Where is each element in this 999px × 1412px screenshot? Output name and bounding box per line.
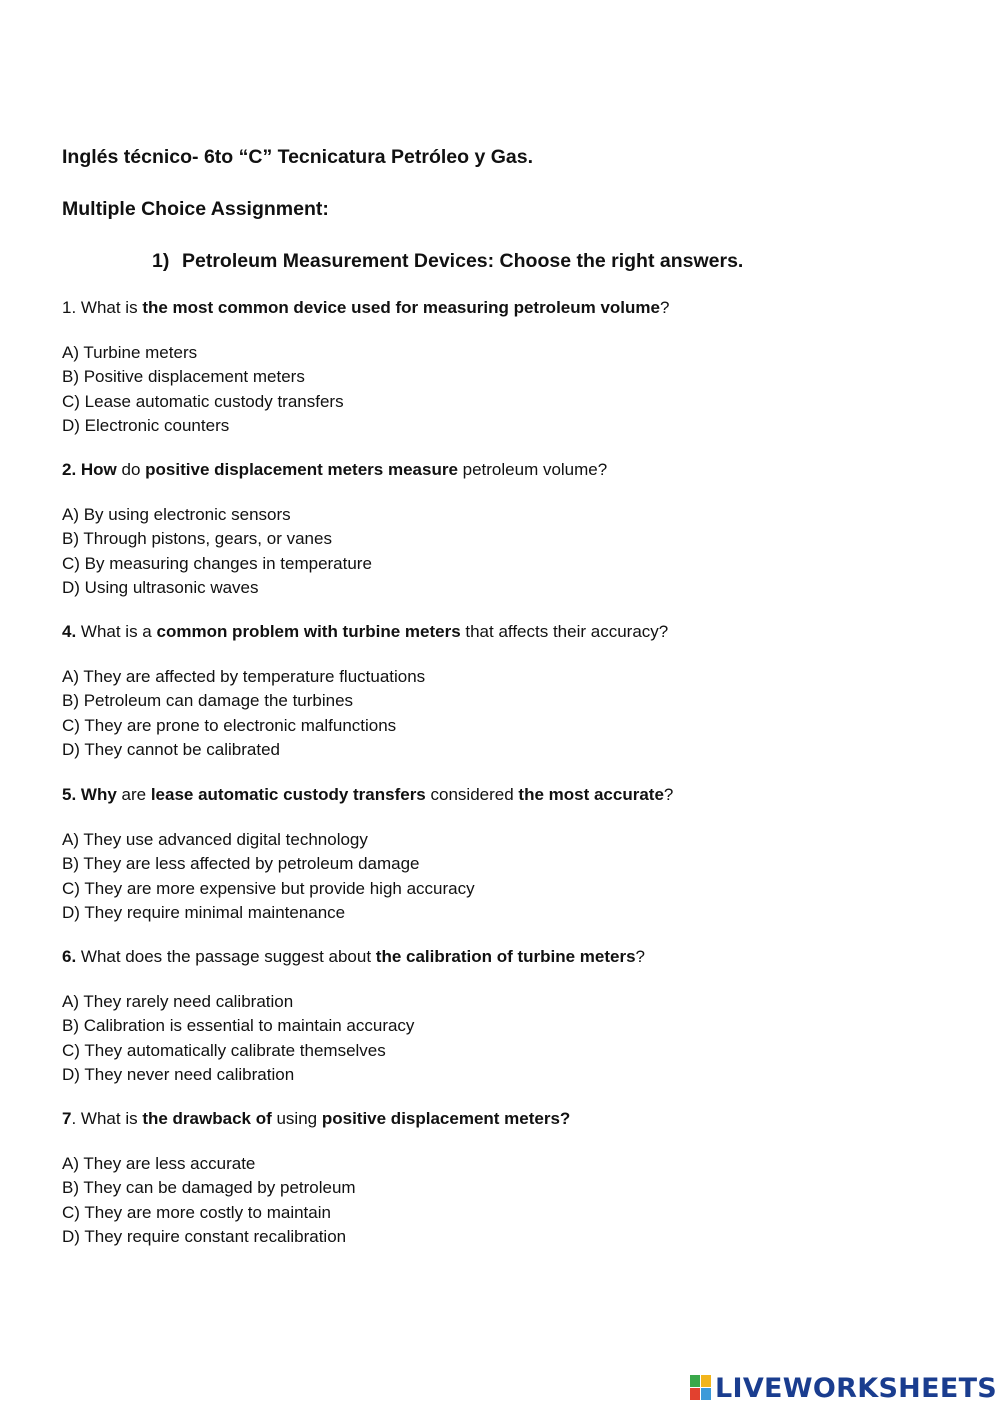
question-text-part: ? [659, 298, 670, 317]
answer-option[interactable]: C) They automatically calibrate themselves [62, 1040, 386, 1060]
answer-option[interactable]: B) They are less affected by petroleum damage [62, 854, 420, 874]
question-text-part: the most accurate [518, 785, 664, 804]
question-text-part: ? [635, 947, 646, 966]
question-text-part: What is a [76, 622, 157, 641]
question-text-part: that affects their accuracy? [460, 622, 669, 641]
answer-option[interactable]: D) They cannot be calibrated [62, 740, 280, 760]
question-1 [62, 298, 669, 318]
question-5 [62, 947, 645, 967]
section-title: Petroleum Measurement Devices: Choose the right answers. [182, 250, 744, 272]
options-list-4 [62, 828, 475, 926]
section-heading [152, 250, 743, 273]
answer-option[interactable]: B) Calibration is essential to maintain accuracy [62, 1016, 415, 1036]
question-text-part: positive displacement meters measure [145, 460, 458, 479]
question-2 [62, 460, 607, 480]
answer-option[interactable]: B) Petroleum can damage the turbines [62, 691, 354, 711]
question-text-part: do [116, 460, 146, 479]
answer-option[interactable]: B) Through pistons, gears, or vanes [62, 529, 332, 549]
answer-option[interactable]: D) They require minimal maintenance [62, 903, 346, 923]
answer-option[interactable]: A) They are less accurate [62, 1154, 256, 1173]
question-6 [62, 1109, 570, 1129]
question-text-part: . What is [71, 1109, 143, 1128]
question-text-part: using [271, 1109, 322, 1128]
options-list-1 [62, 341, 344, 439]
question-text-part: 7 [62, 1109, 72, 1128]
question-text-part: the most common device used for measuring petroleum volume [142, 298, 660, 317]
options-list-3 [62, 665, 425, 763]
question-4 [62, 785, 673, 805]
question-text-part: 6. [62, 947, 77, 966]
answer-option[interactable]: D) They never need calibration [62, 1065, 295, 1085]
question-text-part: the drawback of [142, 1109, 272, 1128]
assignment-subtitle: Multiple Choice Assignment: [62, 198, 329, 220]
section-number: 1) [152, 250, 170, 272]
answer-option[interactable]: A) They rarely need calibration [62, 992, 294, 1011]
question-text-part: ? [663, 785, 674, 804]
answer-option[interactable]: C) By measuring changes in temperature [62, 553, 372, 573]
question-text-part: positive displacement meters? [321, 1109, 571, 1128]
answer-option[interactable]: B) Positive displacement meters [62, 367, 305, 387]
answer-option[interactable]: A) Turbine meters [62, 343, 198, 362]
question-text-part: are [116, 785, 151, 804]
options-list-2 [62, 503, 372, 601]
liveworksheets-wordmark: LIVEWORKSHEETS [715, 1372, 998, 1404]
question-text-part: 5. Why [62, 785, 117, 804]
question-text-part: petroleum volume? [457, 460, 608, 479]
question-3 [62, 622, 668, 642]
question-text-part: common problem with turbine meters [156, 622, 461, 641]
answer-option[interactable]: D) They require constant recalibration [62, 1227, 347, 1247]
answer-option[interactable]: C) They are more costly to maintain [62, 1202, 331, 1222]
question-text-part: considered [425, 785, 519, 804]
answer-option[interactable]: A) They use advanced digital technology [62, 830, 368, 849]
options-list-5 [62, 990, 414, 1088]
question-text-part: 4. [62, 622, 77, 641]
answer-option[interactable]: B) They can be damaged by petroleum [62, 1178, 356, 1198]
answer-option[interactable]: C) They are prone to electronic malfunctions [62, 715, 397, 735]
question-text-part: What does the passage suggest about [76, 947, 376, 966]
answer-option[interactable]: A) By using electronic sensors [62, 505, 291, 524]
options-list-6 [62, 1152, 356, 1250]
question-text-part: 2. How [62, 460, 117, 479]
question-text-part: the calibration of turbine meters [375, 947, 636, 966]
answer-option[interactable]: D) Using ultrasonic waves [62, 578, 259, 598]
liveworksheets-logo [690, 1372, 997, 1404]
answer-option[interactable]: C) They are more expensive but provide high accuracy [62, 878, 475, 898]
answer-option[interactable]: A) They are affected by temperature fluctuations [62, 667, 426, 686]
answer-option[interactable]: C) Lease automatic custody transfers [62, 391, 344, 411]
liveworksheets-mark-icon [690, 1375, 712, 1401]
answer-option[interactable]: D) Electronic counters [62, 416, 230, 436]
worksheet-title: Inglés técnico- 6to “C” Tecnicatura Petróleo y Gas. [62, 146, 534, 168]
question-text-part: lease automatic custody transfers [150, 785, 426, 804]
question-text-part: 1. What is [62, 298, 143, 317]
